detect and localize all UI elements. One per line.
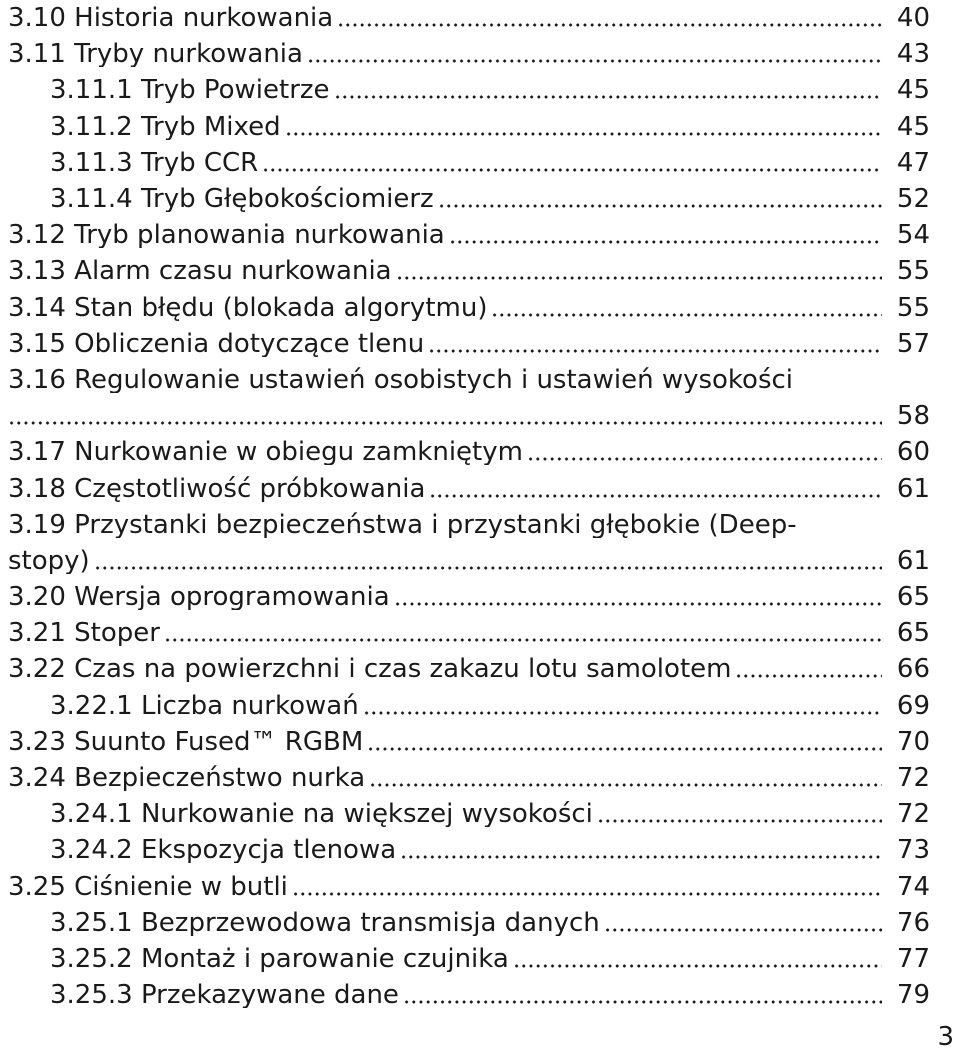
toc-entry-page: 77: [896, 943, 930, 974]
toc-entry-page: 43: [896, 39, 930, 70]
toc-entry[interactable]: [8, 615, 930, 651]
dot-leader: [367, 732, 882, 752]
toc-entry-page: 52: [896, 184, 930, 215]
toc-entry-page: 60: [896, 437, 930, 468]
toc-entry-page: 45: [896, 75, 930, 106]
toc-entry[interactable]: [8, 217, 930, 253]
toc-subentry[interactable]: [8, 688, 930, 724]
dot-leader: [363, 696, 882, 716]
dot-leader: [403, 985, 882, 1005]
toc-entry[interactable]: [8, 290, 930, 326]
toc-entry-title: 3.22.1 Liczba nurkowań: [50, 692, 359, 719]
toc-entry-title: 3.24.1 Nurkowanie na większej wysokości: [50, 801, 593, 828]
dot-leader: [449, 225, 882, 245]
toc-entry-title: 3.23 Suunto Fused™ RGBM: [8, 728, 364, 755]
toc-entry-title: 3.25.2 Montaż i parowanie czujnika: [50, 945, 509, 972]
toc-entry-page: 65: [896, 582, 930, 613]
toc-entry-title: 3.12 Tryb planowania nurkowania: [8, 222, 445, 249]
dot-leader: [400, 840, 882, 860]
toc-subentry[interactable]: [8, 832, 930, 868]
toc-entry[interactable]: [8, 760, 930, 796]
toc-entry-page: 40: [896, 3, 930, 34]
toc-entry-page: 72: [896, 799, 930, 830]
toc-subentry[interactable]: [8, 941, 930, 977]
toc-entry-title: 3.20 Wersja oprogramowania: [8, 584, 390, 611]
toc-entry-page: 72: [896, 763, 930, 794]
toc-entry-page: 47: [896, 147, 930, 178]
toc-entry[interactable]: [8, 724, 930, 760]
toc-entry[interactable]: [8, 579, 930, 615]
toc-entry[interactable]: [8, 253, 930, 289]
page-number: 3: [937, 1022, 954, 1052]
toc-entry-page: 55: [896, 292, 930, 323]
toc-entry[interactable]: [8, 36, 930, 72]
toc-subentry[interactable]: [8, 796, 930, 832]
dot-leader: [527, 442, 882, 462]
toc-subentry[interactable]: [8, 72, 930, 108]
dot-leader: [164, 623, 882, 643]
toc-entry-title: 3.11.1 Tryb Powietrze: [50, 77, 330, 104]
dot-leader: [604, 913, 882, 933]
toc-entry-title: 3.25 Ciśnienie w butli: [8, 873, 288, 900]
toc-entry-title-continuation: stopy): [8, 547, 90, 574]
toc-entry[interactable]: [8, 0, 930, 36]
table-of-contents: [8, 0, 930, 1013]
toc-entry-title: 3.22 Czas na powierzchni i czas zakazu lotu samolotem: [8, 656, 732, 683]
dot-leader: [438, 189, 882, 209]
toc-entry-leader-line[interactable]: [8, 398, 930, 434]
toc-entry-title-line[interactable]: [8, 362, 930, 398]
dot-leader: [396, 261, 882, 281]
toc-entry[interactable]: [8, 434, 930, 470]
dot-leader: [513, 949, 882, 969]
toc-entry-title: 3.15 Obliczenia dotyczące tlenu: [8, 330, 425, 357]
dot-leader: [285, 117, 882, 137]
toc-entry-title: 3.11.2 Tryb Mixed: [50, 113, 281, 140]
toc-entry[interactable]: [8, 651, 930, 687]
dot-leader: [597, 804, 882, 824]
toc-entry-page: 69: [896, 690, 930, 721]
dot-leader: [262, 153, 882, 173]
toc-entry-title: 3.11.4 Tryb Głębokościomierz: [50, 186, 434, 213]
toc-entry-page: 70: [896, 726, 930, 757]
dot-leader: [491, 298, 882, 318]
toc-entry-title: 3.13 Alarm czasu nurkowania: [8, 258, 392, 285]
toc-entry-page: 65: [896, 618, 930, 649]
toc-entry-page: 58: [896, 401, 930, 432]
toc-subentry[interactable]: [8, 905, 930, 941]
toc-entry-page: 54: [896, 220, 930, 251]
toc-entry-title-line[interactable]: [8, 507, 930, 543]
toc-subentry[interactable]: [8, 145, 930, 181]
toc-entry-title: 3.11.3 Tryb CCR: [50, 149, 259, 176]
dot-leader: [337, 8, 882, 28]
dot-leader: [8, 406, 882, 426]
toc-entry-title: 3.14 Stan błędu (blokada algorytmu): [8, 294, 488, 321]
toc-subentry[interactable]: [8, 181, 930, 217]
toc-entry-title: 3.24.2 Ekspozycja tlenowa: [50, 837, 397, 864]
toc-subentry[interactable]: [8, 109, 930, 145]
toc-entry-title: 3.24 Bezpieczeństwo nurka: [8, 765, 366, 792]
dot-leader: [369, 768, 882, 788]
toc-entry-title: 3.18 Częstotliwość próbkowania: [8, 475, 426, 502]
toc-entry-title: 3.25.1 Bezprzewodowa transmisja danych: [50, 909, 600, 936]
toc-entry-page: 73: [896, 835, 930, 866]
toc-entry-page: 55: [896, 256, 930, 287]
dot-leader: [94, 551, 882, 571]
toc-entry-title: 3.25.3 Przekazywane dane: [50, 982, 399, 1009]
toc-entry-title: 3.19 Przystanki bezpieczeństwa i przystanki głębokie (Deep-: [8, 511, 797, 538]
toc-entry-title: 3.17 Nurkowanie w obiegu zamkniętym: [8, 439, 523, 466]
dot-leader: [394, 587, 882, 607]
toc-entry-page: 74: [896, 871, 930, 902]
dot-leader: [307, 44, 882, 64]
toc-entry-page: 61: [896, 545, 930, 576]
toc-subentry[interactable]: [8, 977, 930, 1013]
toc-entry-page: 57: [896, 328, 930, 359]
toc-entry-page: 66: [896, 654, 930, 685]
toc-entry[interactable]: [8, 326, 930, 362]
toc-entry[interactable]: [8, 470, 930, 506]
toc-entry-page: 61: [896, 473, 930, 504]
dot-leader: [428, 334, 882, 354]
toc-entry-page: 79: [896, 980, 930, 1011]
toc-entry-title: 3.16 Regulowanie ustawień osobistych i ustawień wysokości: [8, 366, 794, 393]
dot-leader: [429, 479, 882, 499]
toc-entry-title: 3.11 Tryby nurkowania: [8, 41, 303, 68]
toc-entry[interactable]: [8, 869, 930, 905]
toc-entry-title: 3.21 Stoper: [8, 620, 160, 647]
dot-leader: [292, 877, 882, 897]
toc-entry-continuation[interactable]: [8, 543, 930, 579]
toc-entry-page: 76: [896, 907, 930, 938]
dot-leader: [334, 80, 882, 100]
dot-leader: [735, 659, 882, 679]
toc-entry-title: 3.10 Historia nurkowania: [8, 5, 334, 32]
toc-entry-page: 45: [896, 111, 930, 142]
